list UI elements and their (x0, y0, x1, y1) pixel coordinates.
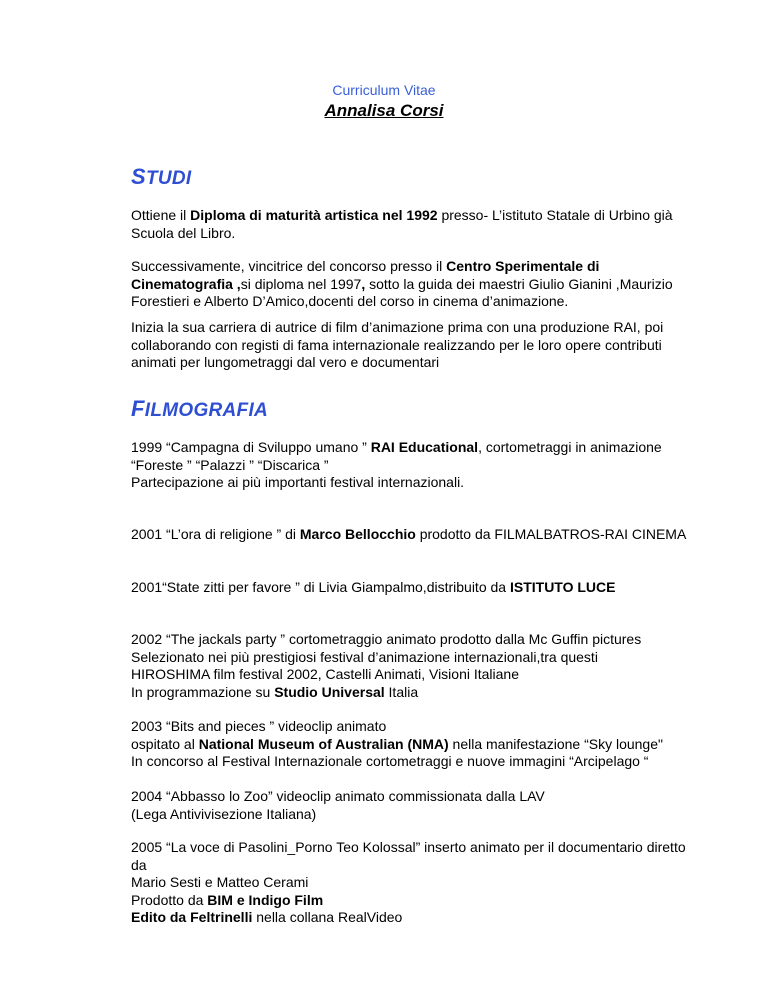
film-1999-text-c: , cortometraggi in animazione (478, 439, 662, 455)
film-2003-line-2c: nella manifestazione “Sky lounge" (448, 735, 663, 752)
studi-p2-text-e: sotto la guida dei maestri Giulio Gianini ,Maurizio Forestieri e Alberto D’Amico,docenti del corso in cinema d’animazione. (131, 275, 673, 309)
film-2004-line-1: 2004 “Abbasso lo Zoo” videoclip animato commissionata dalla LAV (131, 788, 545, 804)
section-title-studi (131, 164, 192, 190)
film-2003-line-3: In concorso al Festival Internazionale cortometraggi e nuove immagini “Arcipelago “ (131, 753, 649, 769)
studi-p2-text-a: Successivamente, vincitrice del concorso presso il (131, 258, 447, 274)
film-entry-2004 (131, 788, 691, 823)
film-2005-line-2: Mario Sesti e Matteo Cerami (131, 874, 309, 890)
cv-name-text: Annalisa Corsi (324, 101, 444, 120)
cv-label: Curriculum Vitae (332, 82, 436, 98)
film-1999-line-2: “Foreste ” “Palazzi ” “Discarica ” (131, 456, 329, 473)
studi-p2-bold-comma: , (361, 275, 366, 292)
film-2002-line-1: 2002 “The jackals party ” cortometraggio animato prodotto dalla Mc Guffin pictures (131, 631, 642, 647)
film-2001a-bold: Marco Bellocchio (299, 526, 416, 542)
studi-p1-bold: Diploma di maturità artistica nel 1992 (190, 207, 438, 223)
film-entry-2005 (131, 839, 691, 927)
film-2004-line-2: (Lega Antivivisezione Italiana) (131, 805, 317, 822)
studi-p1-text-c: presso- L’istituto Statale di Urbino già Scuola del Libro. (131, 207, 673, 241)
film-2005-line-3a: Prodotto da (131, 891, 208, 908)
studi-paragraph-2 (131, 258, 691, 311)
film-entry-2003 (131, 718, 691, 771)
studi-paragraph-1 (131, 207, 691, 242)
section-title-studi-rest: TUDI (145, 168, 192, 189)
film-entry-1999 (131, 439, 691, 492)
document-header (0, 81, 768, 122)
film-1999-line-3: Partecipazione ai più importanti festival internazionali. (131, 474, 465, 490)
studi-p2-bold: Centro Sperimentale di Cinematografia , (131, 258, 600, 292)
film-2005-line-4-bold: Edito da Feltrinelli (131, 909, 253, 925)
studi-paragraph-3 (131, 319, 691, 372)
film-2003-line-2-bold: National Museum of Australian (NMA) (198, 735, 449, 752)
film-2005-line-1: 2005 “La voce di Pasolini_Porno Teo Kolossal” inserto animato per il documentario diretto da (131, 839, 686, 873)
film-2001b-text-a: 2001“State zitti per favore ” di Livia Giampalmo,distribuito da (131, 579, 510, 595)
film-1999-text-a: 1999 “Campagna di Sviluppo umano ” (131, 439, 371, 455)
film-2003-line-2a: ospitato al (131, 735, 199, 752)
section-title-filmografia-rest: ILMOGRAFIA (144, 400, 269, 421)
cv-name (0, 100, 768, 122)
section-title-filmografia (131, 396, 268, 422)
film-2002-line-4c: Italia (384, 683, 419, 700)
studi-p1-text-a: Ottiene il (131, 207, 191, 223)
studi-p3-text: Inizia la sua carriera di autrice di film d’animazione prima con una produzione RAI, poi collaborando con registi di fama internazionale realizzando per le loro opere contributi animati per lungometraggi dal vero e documentari (131, 319, 664, 370)
film-2005-line-4b: nella collana RealVideo (252, 909, 403, 925)
film-2002-line-4-bold: Studio Universal (274, 683, 385, 700)
film-1999-bold: RAI Educational (370, 439, 479, 455)
film-entry-2002 (131, 631, 691, 701)
film-2002-line-2: Selezionato nei più prestigiosi festival d’animazione internazionali,tra questi (131, 648, 598, 665)
film-2001a-text-c: prodotto da FILMALBATROS-RAI CINEMA (415, 526, 687, 542)
film-2003-line-1: 2003 “Bits and pieces ” videoclip animato (131, 718, 387, 734)
film-entry-2001a (131, 526, 691, 544)
film-2002-line-4a: In programmazione su (131, 683, 275, 700)
studi-p2-text-c: si diploma nel 1997 (240, 275, 362, 292)
section-title-filmografia-cap: F (131, 396, 145, 421)
film-2005-line-3-bold: BIM e Indigo Film (207, 891, 324, 908)
film-2001a-text-a: 2001 “L’ora di religione ” di (131, 526, 300, 542)
film-2001b-bold: ISTITUTO LUCE (509, 579, 616, 595)
section-title-studi-cap: S (131, 164, 146, 189)
film-2002-line-3: HIROSHIMA film festival 2002, Castelli Animati, Visioni Italiane (131, 666, 520, 682)
film-entry-2001b (131, 579, 691, 597)
